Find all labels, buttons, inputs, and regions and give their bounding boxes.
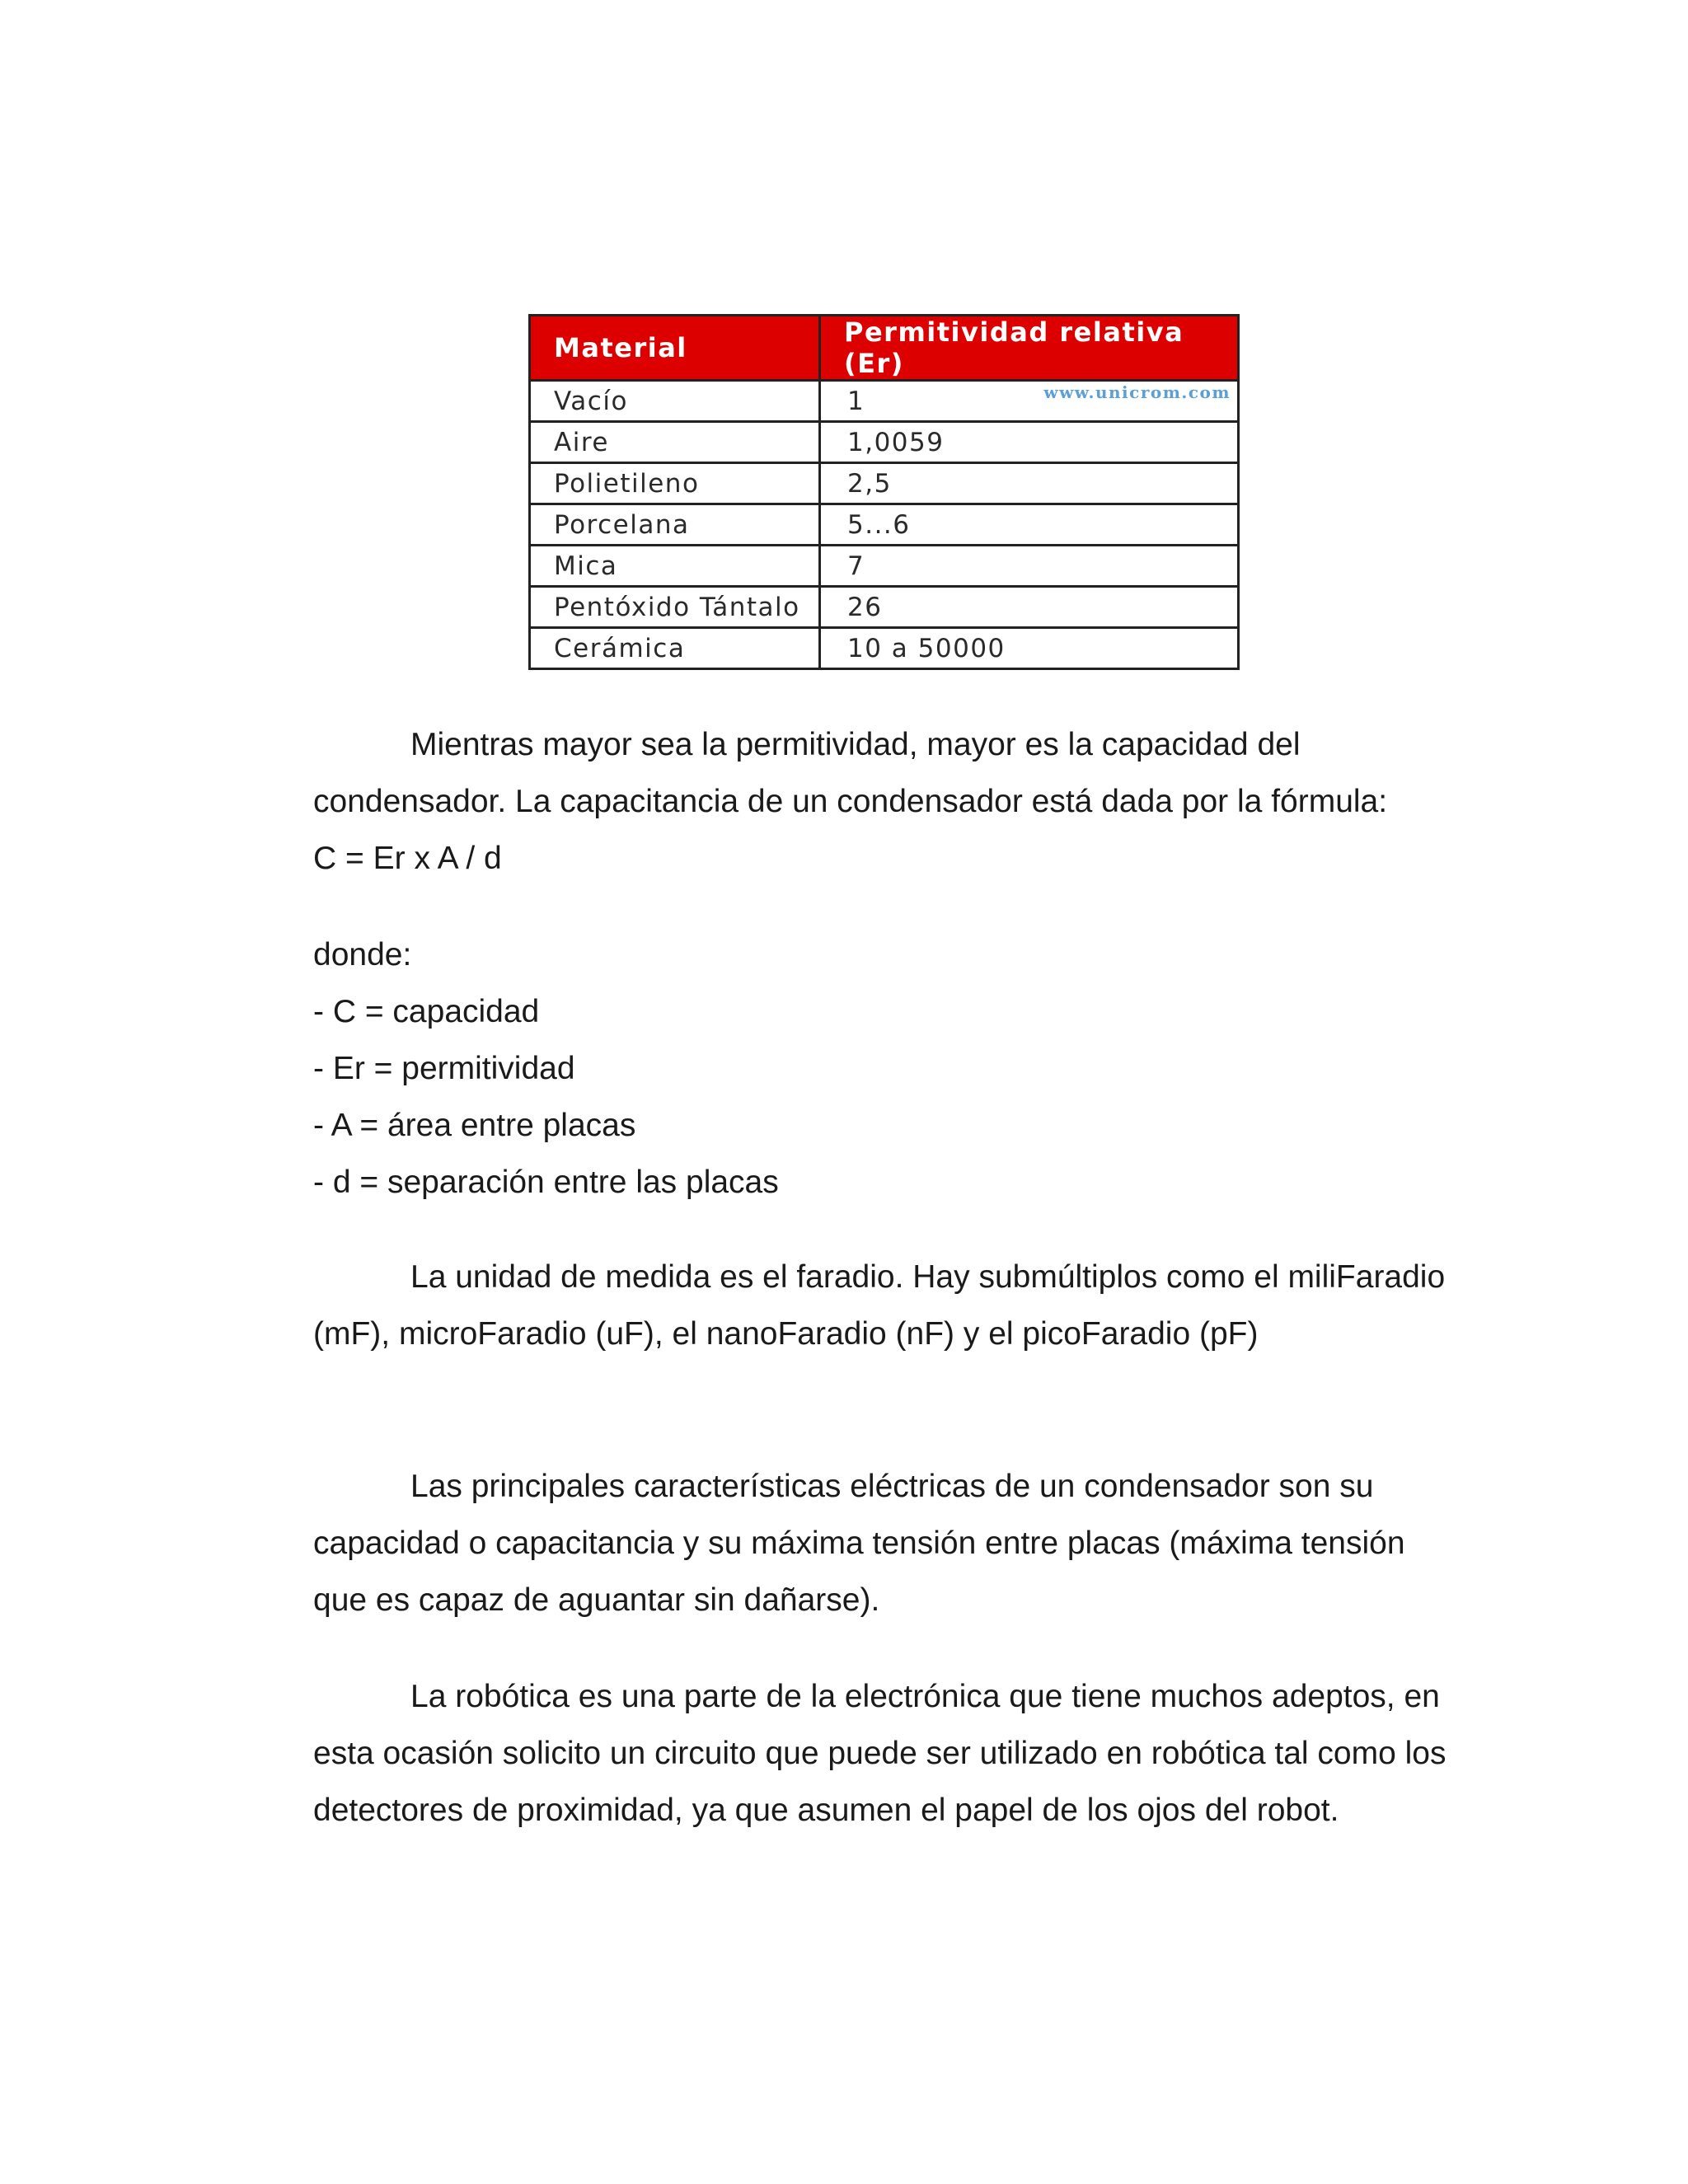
paragraph-text: Las principales características eléctricas de un condensador son su capacidad o capacitancia y su máxima tensión entre placas (máxima tensión que es capaz de aguantar sin dañarse).	[313, 1469, 1405, 1618]
cell-material: Vacío	[530, 381, 820, 422]
formula	[313, 830, 1451, 887]
paragraph-text: Mientras mayor sea la permitividad, mayor es la capacidad del condensador. La capacitancia de un condensador está dada por la fórmula:	[313, 727, 1388, 819]
paragraph-text: La robótica es una parte de la electrónica que tiene muchos adeptos, en esta ocasión solicito un circuito que puede ser utilizado en robótica tal como los detectores de proximidad, ya que asumen el papel de los ojos del robot.	[313, 1679, 1447, 1828]
permittivity-table-container	[528, 314, 1237, 670]
header-material: Material	[530, 316, 820, 381]
header-permittivity: Permitividad relativa (Er)	[820, 316, 1239, 381]
cell-value: 10 a 50000	[820, 628, 1239, 669]
cell-value: 5...6	[820, 504, 1239, 546]
paragraph-units	[313, 1249, 1451, 1362]
definitions-list	[313, 926, 1451, 1211]
table-row	[530, 381, 1239, 422]
cell-material: Cerámica	[530, 628, 820, 669]
cell-material: Mica	[530, 546, 820, 587]
list-item: - C = capacidad	[313, 994, 540, 1029]
cell-value	[820, 381, 1239, 422]
cell-value-text: 1	[847, 386, 865, 416]
cell-value: 1,0059	[820, 422, 1239, 463]
table-row	[530, 546, 1239, 587]
table-row	[530, 628, 1239, 669]
cell-value: 2,5	[820, 463, 1239, 504]
paragraph-permittivity	[313, 716, 1451, 830]
paragraph-robotics	[313, 1668, 1451, 1839]
paragraph-text: La unidad de medida es el faradio. Hay submúltiplos como el miliFaradio (mF), microFaradio (uF), el nanoFaradio (nF) y el picoFaradio (pF)	[313, 1259, 1446, 1352]
cell-material: Aire	[530, 422, 820, 463]
watermark-text: www.unicrom.com	[1043, 382, 1231, 402]
table-row	[530, 422, 1239, 463]
permittivity-table	[528, 314, 1240, 670]
cell-value: 7	[820, 546, 1239, 587]
cell-material: Pentóxido Tántalo	[530, 587, 820, 628]
paragraph-characteristics	[313, 1458, 1451, 1629]
table-header-row	[530, 316, 1239, 381]
list-item: - A = área entre placas	[313, 1108, 636, 1143]
list-item: - Er = permitividad	[313, 1051, 575, 1086]
definitions-label: donde:	[313, 937, 412, 972]
table-row	[530, 504, 1239, 546]
table-row	[530, 587, 1239, 628]
list-item: - d = separación entre las placas	[313, 1165, 779, 1200]
cell-material: Polietileno	[530, 463, 820, 504]
formula-text: C = Er x A / d	[313, 841, 502, 876]
table-row	[530, 463, 1239, 504]
cell-material: Porcelana	[530, 504, 820, 546]
cell-value: 26	[820, 587, 1239, 628]
